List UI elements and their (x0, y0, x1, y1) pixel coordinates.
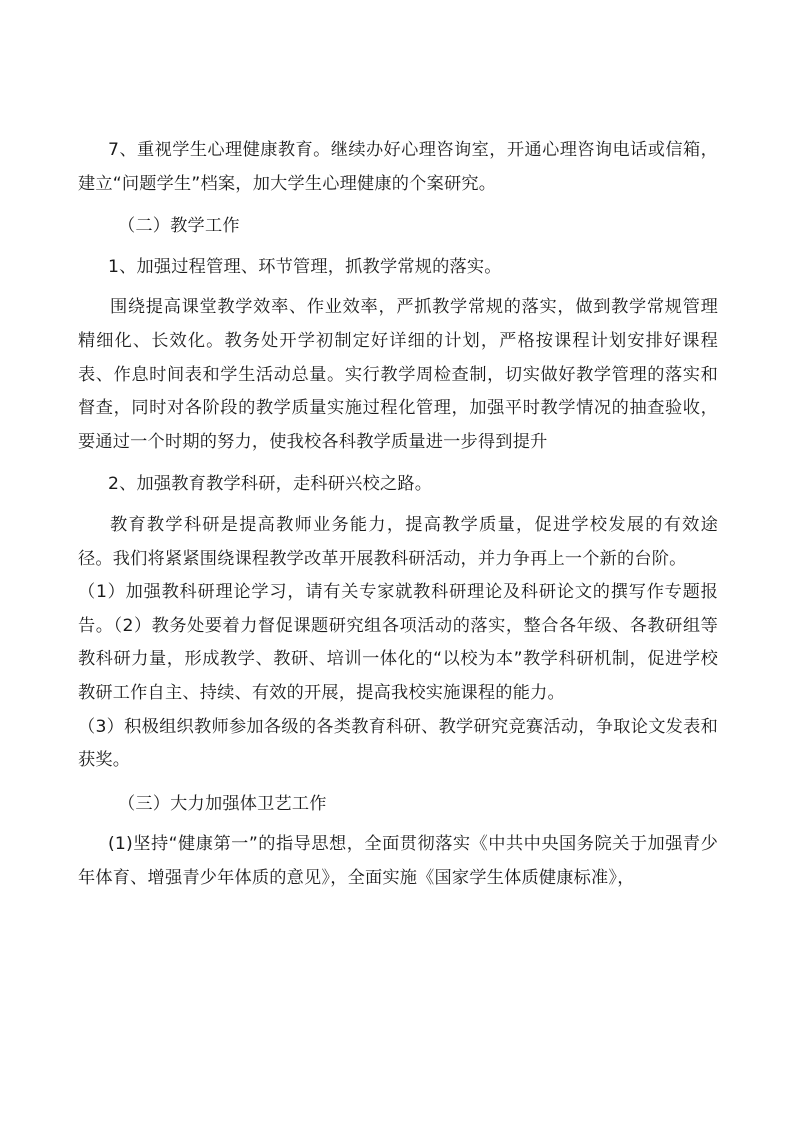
section-heading-sports-health-arts: （三）大力加强体卫艺工作 (118, 793, 327, 814)
document-body (78, 134, 718, 895)
subheading-process-management: 1、加强过程管理、环节管理，抓教学常规的落实。 (108, 256, 502, 277)
paragraph-psychological-health: 7、重视学生心理健康教育。继续办好心理咨询室，开通心理咨询电话或信箱，建立“问题学生”档案，加大学生心理健康的个案研究。 (78, 140, 718, 194)
paragraph-research-goal: 教育教学科研是提高教师业务能力，提高教学质量，促进学校发展的有效途径。我们将紧紧围绕课程教学改革开展教科研活动，并力争再上一个新的台阶。 (78, 514, 718, 569)
section-heading-teaching-work: （二）教学工作 (118, 216, 240, 237)
subheading-teaching-research: 2、加强教育教学科研，走科研兴校之路。 (108, 474, 433, 495)
paragraph-teaching-routine: 围绕提高课堂教学效率、作业效率，严抓教学常规的落实，做到教学常规管理精细化、长效化。教务处开学初制定好详细的计划，严格按课程计划安排好课程表、作息时间表和学生活动总量。实行教学周检查制，切实做好教学管理的落实和督查，同时对各阶段的教学质量实施过程化管理，加强平时教学情况的抽查验收，要通过一个时期的努力，使我校各科教学质量进一步得到提升 (78, 297, 718, 452)
paragraph-competitions: （3）积极组织教师参加各级的各类教育科研、教学研究竞赛活动，争取论文发表和获奖。 (78, 716, 718, 771)
paragraph-research-measures: （1）加强教科研理论学习，请有关专家就教科研理论及科研论文的撰写作专题报告。（2）教务处要着力督促课题研究组各项活动的落实，整合各年级、各教研组等教科研力量，形成教学、教研、培训一体化的“以校为本”教学科研机制，促进学校教研工作自主、持续、有效的开展，提高我校实施课程的能力。 (78, 582, 718, 703)
paragraph-health-first: (1)坚持“健康第一”的指导思想，全面贯彻落实《中共中央国务院关于加强青少年体育、增强青少年体质的意见》，全面实施《国家学生体质健康标准》， (78, 834, 718, 888)
